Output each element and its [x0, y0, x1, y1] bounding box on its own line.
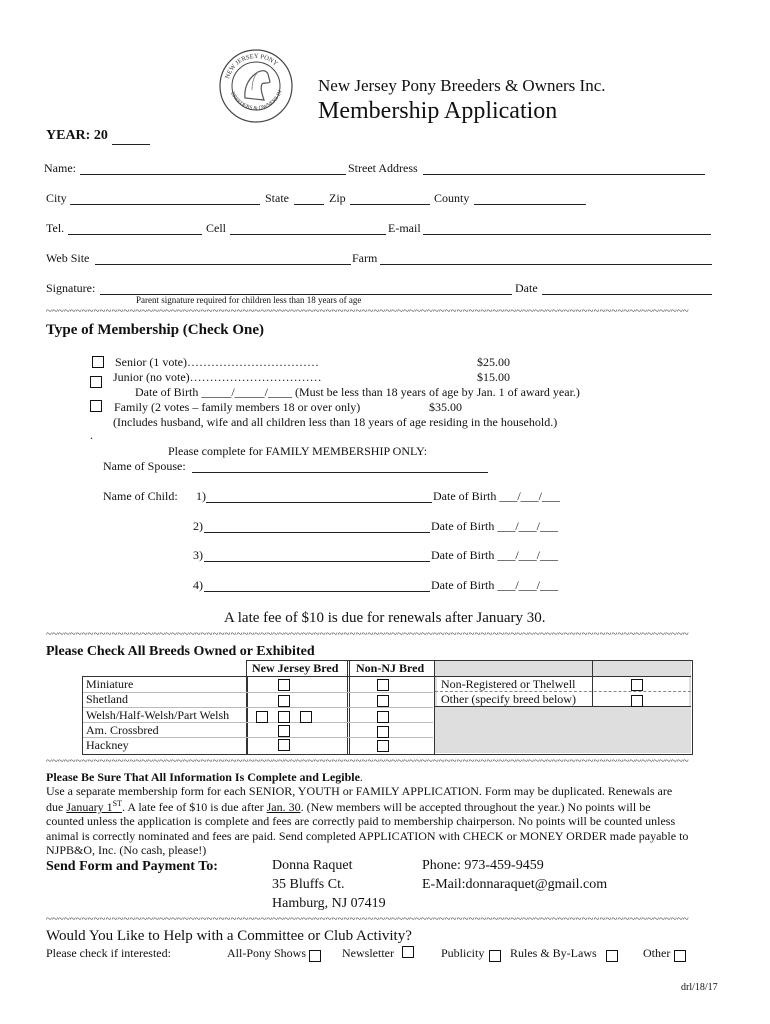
family-label: Family (2 votes – family members 18 or over only) [114, 400, 361, 414]
spouse-field[interactable] [192, 472, 488, 473]
junior-dob: Date of Birth _____/_____/____ (Must be less than 18 years of age by Jan. 1 of award year.) [135, 385, 580, 399]
non-nj-bred-checkbox[interactable] [377, 679, 389, 691]
info-bold-line [46, 770, 363, 785]
late-fee-notice: A late fee of $10 is due for renewals after January 30. [224, 610, 546, 626]
farm-label: Farm [352, 251, 378, 265]
option-label: Rules & By-Laws [510, 946, 597, 960]
all-pony-shows-checkbox[interactable] [309, 950, 321, 962]
family-checkbox[interactable] [90, 400, 102, 412]
nj-bred-checkbox[interactable] [278, 739, 290, 751]
junior-price: $15.00 [477, 370, 510, 384]
bullet: . [90, 428, 93, 442]
send-email: E-Mail:donnaraquet@gmail.com [422, 877, 608, 892]
junior-checkbox[interactable] [90, 376, 102, 388]
child-dob: Date of Birth ___/___/___ [431, 578, 558, 592]
breed-name: Shetland [86, 692, 128, 706]
child-name-field[interactable] [204, 561, 430, 562]
seal-top-text: NEW JERSEY PONY [224, 52, 279, 80]
spouse-label: Name of Spouse: [103, 459, 186, 473]
breed-name: Am. Crossbred [86, 723, 159, 737]
child-name-field[interactable] [204, 591, 430, 592]
cell-field[interactable] [230, 234, 386, 235]
nj-bred-checkbox[interactable] [300, 711, 312, 723]
nj-bred-checkbox[interactable] [256, 711, 268, 723]
child-number: 1) [196, 489, 206, 503]
option-label: Other [643, 946, 671, 960]
non-nj-bred-checkbox[interactable] [377, 695, 389, 707]
signature-label: Signature: [46, 281, 96, 295]
child-number: 4) [193, 578, 203, 592]
option-label: All-Pony Shows [227, 946, 307, 960]
publicity-checkbox[interactable] [489, 950, 501, 962]
senior-checkbox[interactable] [92, 356, 104, 368]
nj-bred-checkbox[interactable] [278, 679, 290, 691]
street-field[interactable] [423, 174, 705, 175]
child-number: 2) [193, 519, 203, 533]
breed-name: Hackney [86, 738, 129, 752]
other-breed-checkbox[interactable] [631, 695, 643, 707]
form-code: drl/18/17 [681, 982, 718, 993]
nj-bred-checkbox[interactable] [278, 695, 290, 707]
child-number: 3) [193, 548, 203, 562]
county-field[interactable] [474, 204, 586, 205]
info-jan1: January 1ST [66, 799, 122, 814]
option-label: Newsletter [342, 946, 394, 960]
info-line [46, 799, 651, 815]
breed-name: Miniature [86, 677, 134, 691]
county-label: County [434, 191, 470, 205]
send-street: 35 Bluffs Ct. [272, 877, 345, 892]
divider: ~~~~~~~~~~~~~~~~~~~~~~~~~~~~~~~~~~~~~~~~~~~~~~~~~~~~~~~~~~~~~~~~~~~~~~~~~~~~~~~~~~~~~~~~~~~~~~~~~~~~~~~~~~~~ [46, 628, 689, 640]
year-field[interactable] [112, 144, 150, 145]
option-label: Publicity [441, 946, 485, 960]
tel-label: Tel. [46, 221, 65, 235]
info-jan30: Jan. 30 [266, 800, 301, 814]
newsletter-checkbox[interactable] [402, 946, 414, 958]
info-text: . (New members will be accepted throughout the year.) No points will be [300, 800, 651, 814]
breed-name: Welsh/Half-Welsh/Part Welsh [86, 708, 230, 722]
other-breed-label: Non-Registered or Thelwell [441, 677, 576, 691]
child-dob: Date of Birth ___/___/___ [431, 548, 558, 562]
child-name-field[interactable] [206, 502, 432, 503]
farm-field[interactable] [380, 264, 712, 265]
page-title: Membership Application [318, 98, 558, 124]
non-nj-bred-checkbox[interactable] [377, 711, 389, 723]
divider: ~~~~~~~~~~~~~~~~~~~~~~~~~~~~~~~~~~~~~~~~~~~~~~~~~~~~~~~~~~~~~~~~~~~~~~~~~~~~~~~~~~~~~~~~~~~~~~~~~~~~~~~~~~~~ [46, 913, 689, 925]
city-field[interactable] [70, 204, 260, 205]
membership-heading: Type of Membership (Check One) [46, 322, 265, 338]
organization-name: New Jersey Pony Breeders & Owners Inc. [318, 76, 606, 95]
zip-label: Zip [329, 191, 346, 205]
child-dob: Date of Birth ___/___/___ [433, 489, 560, 503]
breeds-heading: Please Check All Breeds Owned or Exhibited [46, 644, 315, 659]
website-field[interactable] [95, 264, 351, 265]
website-label: Web Site [46, 251, 90, 265]
committee-heading: Would You Like to Help with a Committee or Club Activity? [46, 928, 412, 944]
family-price: $35.00 [429, 400, 462, 414]
info-line: animal is correctly nominated and fees are paid. Send completed APPLICATION with CHECK or MONEY ORDER made payable to [46, 829, 689, 843]
nj-bred-checkbox[interactable] [278, 725, 290, 737]
family-only-heading: Please complete for FAMILY MEMBERSHIP ONLY: [168, 444, 428, 458]
name-label: Name: [44, 161, 76, 175]
child-label: Name of Child: [103, 489, 178, 503]
non-registered-checkbox[interactable] [631, 679, 643, 691]
non-nj-bred-checkbox[interactable] [377, 726, 389, 738]
col-nj-bred: New Jersey Bred [252, 661, 339, 675]
date-label: Date [515, 281, 538, 295]
other-breed-label: Other (specify breed below) [441, 692, 576, 706]
state-label: State [265, 191, 289, 205]
rules-bylaws-checkbox[interactable] [606, 950, 618, 962]
junior-label: Junior (no vote)…………………………… [113, 370, 322, 384]
senior-price: $25.00 [477, 355, 510, 369]
date-field[interactable] [542, 294, 712, 295]
year-label: YEAR: 20 [46, 128, 108, 143]
senior-label: Senior (1 vote)…………………………… [115, 355, 319, 369]
tel-field[interactable] [68, 234, 202, 235]
info-superscript: ST [112, 799, 122, 808]
child-dob: Date of Birth ___/___/___ [431, 519, 558, 533]
info-text: due [46, 800, 67, 814]
committee-prompt: Please check if interested: [46, 946, 171, 960]
street-label: Street Address [348, 161, 418, 175]
send-phone: Phone: 973-459-9459 [422, 858, 544, 873]
name-field[interactable] [80, 174, 346, 175]
info-line: Use a separate membership form for each SENIOR, YOUTH or FAMILY APPLICATION. Form may be duplicated. Renewals are [46, 784, 673, 798]
city-label: City [46, 191, 67, 205]
info-line: counted unless the application is complete and fees are correctly paid to membership chairperson. No points will be counted unless [46, 814, 676, 828]
non-nj-bred-checkbox[interactable] [377, 740, 389, 752]
cell-label: Cell [206, 221, 226, 235]
zip-field[interactable] [350, 204, 430, 205]
divider: ~~~~~~~~~~~~~~~~~~~~~~~~~~~~~~~~~~~~~~~~~~~~~~~~~~~~~~~~~~~~~~~~~~~~~~~~~~~~~~~~~~~~~~~~~~~~~~~~~~~~~~~~~~~~ [46, 305, 689, 317]
seal-bottom-text: BREEDERS & OWNERS IN [229, 89, 284, 112]
family-note: (Includes husband, wife and all children less than 18 years of age residing in the household.) [113, 415, 558, 429]
other-checkbox[interactable] [674, 950, 686, 962]
signature-note: Parent signature required for children less than 18 years of age [136, 295, 362, 305]
info-period: . [359, 770, 363, 784]
svg-text:NEW JERSEY PONY [224, 53, 279, 80]
col-non-nj-bred: Non-NJ Bred [356, 661, 425, 675]
nj-bred-checkbox[interactable] [278, 711, 290, 723]
email-label: E-mail [388, 221, 421, 235]
state-field[interactable] [294, 204, 324, 205]
info-line: NJPB&O, Inc. (No cash, please!) [46, 843, 207, 857]
send-label: Send Form and Payment To: [46, 859, 218, 874]
send-name: Donna Raquet [272, 858, 353, 873]
child-name-field[interactable] [204, 532, 430, 533]
info-bold-text: Please Be Sure That All Information Is Complete and Legible [46, 770, 360, 784]
info-text: . A late fee of $10 is due after [122, 800, 267, 814]
divider: ~~~~~~~~~~~~~~~~~~~~~~~~~~~~~~~~~~~~~~~~~~~~~~~~~~~~~~~~~~~~~~~~~~~~~~~~~~~~~~~~~~~~~~~~~~~~~~~~~~~~~~~~~~~~ [46, 755, 689, 767]
send-city: Hamburg, NJ 07419 [272, 896, 386, 911]
organization-seal [218, 48, 294, 124]
email-field[interactable] [423, 234, 711, 235]
